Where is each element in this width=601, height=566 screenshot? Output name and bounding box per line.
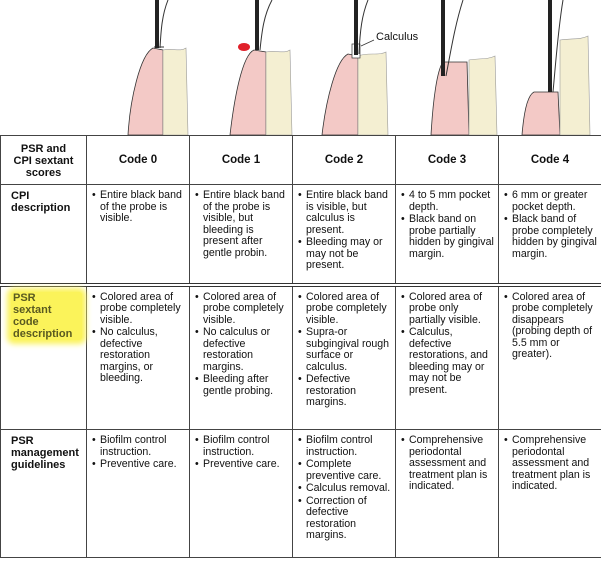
- bullet-list: [297, 292, 391, 409]
- bullet-item: • Bleeding may or may not be present.: [297, 237, 391, 272]
- code-4-cell: [499, 430, 601, 558]
- bullet-item: • Colored area of probe completely visible.: [297, 292, 391, 327]
- bullet-list: [194, 435, 288, 471]
- psr-management-row: [1, 430, 601, 558]
- code-0-header: Code 0: [87, 136, 190, 185]
- code-2-cell: [293, 185, 396, 285]
- code-1-cell: [190, 185, 293, 285]
- code-4-header: Code 4: [499, 136, 601, 185]
- code-1-cell: [190, 430, 293, 558]
- row-label-text: PSR management guidelines: [11, 435, 79, 471]
- bullet-item: • Black band of probe completely hidden by gingival margin.: [503, 214, 597, 260]
- bullet-item: • Colored area of probe completely visible.: [91, 292, 185, 327]
- bullet-item: • Complete preventive care.: [297, 459, 391, 482]
- bullet-item: • Comprehensive periodontal assessment and treatment plan is indicated.: [400, 435, 494, 493]
- code-3-cell: [396, 430, 499, 558]
- bullet-item: • Supra-or subgingival rough surface or calculus.: [297, 327, 391, 373]
- bullet-item: • Entire black band of the probe is visible, but bleeding is present after gentle probin.: [194, 190, 288, 259]
- bullet-item: • Entire black band is visible, but calculus is present.: [297, 190, 391, 236]
- highlighted-row-label: PSR sextant code description: [11, 292, 82, 340]
- bullet-item: • Entire black band of the probe is visible.: [91, 190, 185, 225]
- bullet-list: [503, 435, 597, 493]
- code-0-illustration: [118, 0, 198, 135]
- code-0-cell: [87, 430, 190, 558]
- bullet-item: • Calculus, defective restorations, and bleeding may or may not be present.: [400, 327, 494, 396]
- psr-cpi-table: [0, 135, 601, 558]
- psr-sextant-row: [1, 285, 601, 430]
- row-label: [1, 430, 87, 558]
- probe-illustrations: [0, 0, 601, 135]
- bullet-item: • 6 mm or greater pocket depth.: [503, 190, 597, 213]
- code-3-header: Code 3: [396, 136, 499, 185]
- bullet-list: [91, 435, 185, 471]
- code-2-cell: [293, 430, 396, 558]
- code-3-cell: [396, 185, 499, 285]
- bullet-item: • Preventive care.: [194, 459, 288, 471]
- bullet-item: • Biofilm control instruction.: [297, 435, 391, 458]
- bullet-item: • No calculus or defective restoration margins.: [194, 327, 288, 373]
- row-label: [1, 185, 87, 285]
- header-row: [1, 136, 601, 185]
- bullet-item: • Biofilm control instruction.: [91, 435, 185, 458]
- bullet-list: [297, 190, 391, 272]
- bullet-item: • Preventive care.: [91, 459, 185, 471]
- code-2-header: Code 2: [293, 136, 396, 185]
- bullet-item: • Colored area of probe completely disappears (probing depth of 5.5 mm or greater).: [503, 292, 597, 361]
- bullet-item: • Colored area of probe only partially visible.: [400, 292, 494, 327]
- bullet-list: [400, 292, 494, 397]
- bullet-list: [194, 190, 288, 259]
- code-4-cell: [499, 185, 601, 285]
- corner-header: PSR and CPI sextant scores: [1, 136, 87, 185]
- code-2-illustration: [316, 0, 396, 135]
- bullet-item: • 4 to 5 mm pocket depth.: [400, 190, 494, 213]
- calculus-callout: Calculus: [376, 31, 419, 43]
- bullet-item: • Colored area of probe completely visible.: [194, 292, 288, 327]
- bullet-item: • Bleeding after gentle probing.: [194, 374, 288, 397]
- bullet-item: • Defective restoration margins.: [297, 374, 391, 409]
- code-3-cell: [396, 285, 499, 430]
- code-1-cell: [190, 285, 293, 430]
- bullet-item: • No calculus, defective restoration margins, or bleeding.: [91, 327, 185, 385]
- bullet-list: [91, 190, 185, 225]
- code-1-illustration: [222, 0, 302, 135]
- bullet-list: [400, 435, 494, 493]
- code-4-illustration: [518, 0, 598, 135]
- code-1-header: Code 1: [190, 136, 293, 185]
- bullet-item: • Calculus removal.: [297, 483, 391, 495]
- cpi-description-row: [1, 185, 601, 285]
- bullet-list: [400, 190, 494, 260]
- bullet-item: • Correction of defective restoration margins.: [297, 496, 391, 542]
- code-0-cell: [87, 285, 190, 430]
- row-label-text: CPI description: [11, 190, 71, 214]
- code-0-cell: [87, 185, 190, 285]
- bullet-item: • Comprehensive periodontal assessment and treatment plan is indicated.: [503, 435, 597, 493]
- bullet-list: [297, 435, 391, 542]
- code-2-cell: [293, 285, 396, 430]
- code-3-illustration: [425, 0, 505, 135]
- bleeding-mark: [238, 43, 250, 51]
- bullet-item: • Biofilm control instruction.: [194, 435, 288, 458]
- bullet-list: [503, 190, 597, 260]
- bullet-list: [194, 292, 288, 398]
- code-4-cell: [499, 285, 601, 430]
- bullet-list: [91, 292, 185, 385]
- bullet-list: [503, 292, 597, 361]
- row-label: [1, 285, 87, 430]
- bullet-item: • Black band on probe partially hidden by gingival margin.: [400, 214, 494, 260]
